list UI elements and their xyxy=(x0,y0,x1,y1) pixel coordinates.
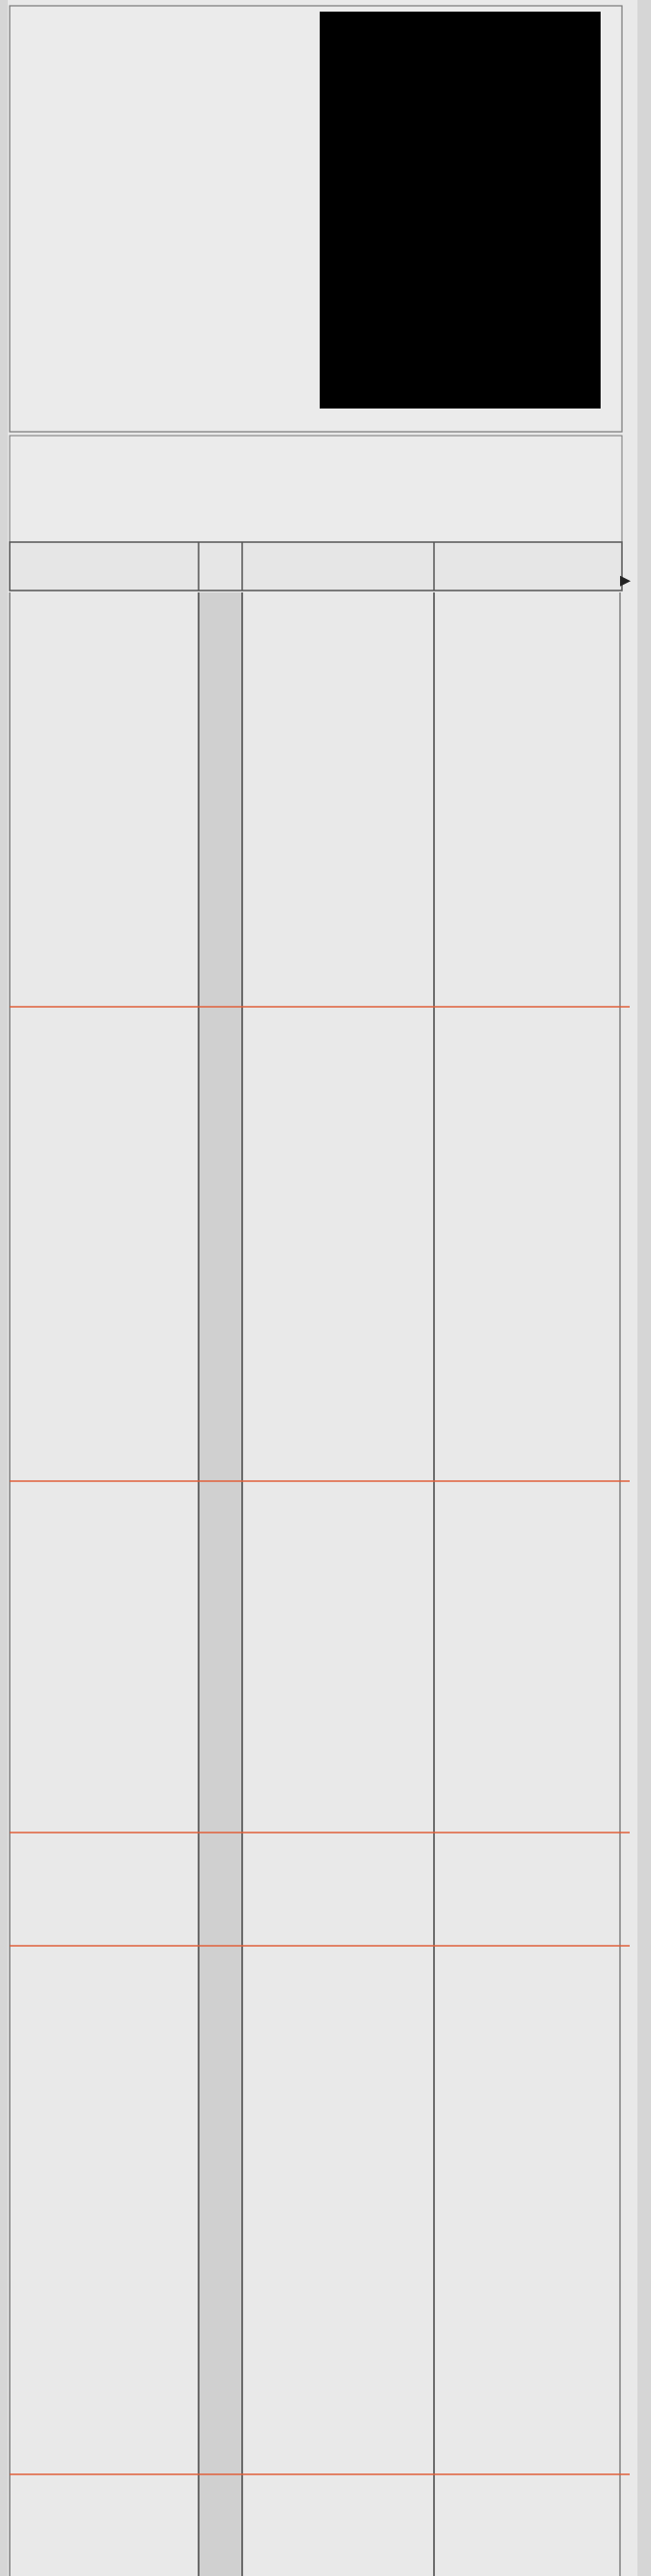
scale-header xyxy=(10,542,631,591)
depth-track xyxy=(199,592,242,2576)
remarks-section xyxy=(10,436,622,542)
redacted-block xyxy=(320,12,601,409)
arrow-marker: ▸ xyxy=(620,567,632,591)
header-block xyxy=(10,6,622,432)
